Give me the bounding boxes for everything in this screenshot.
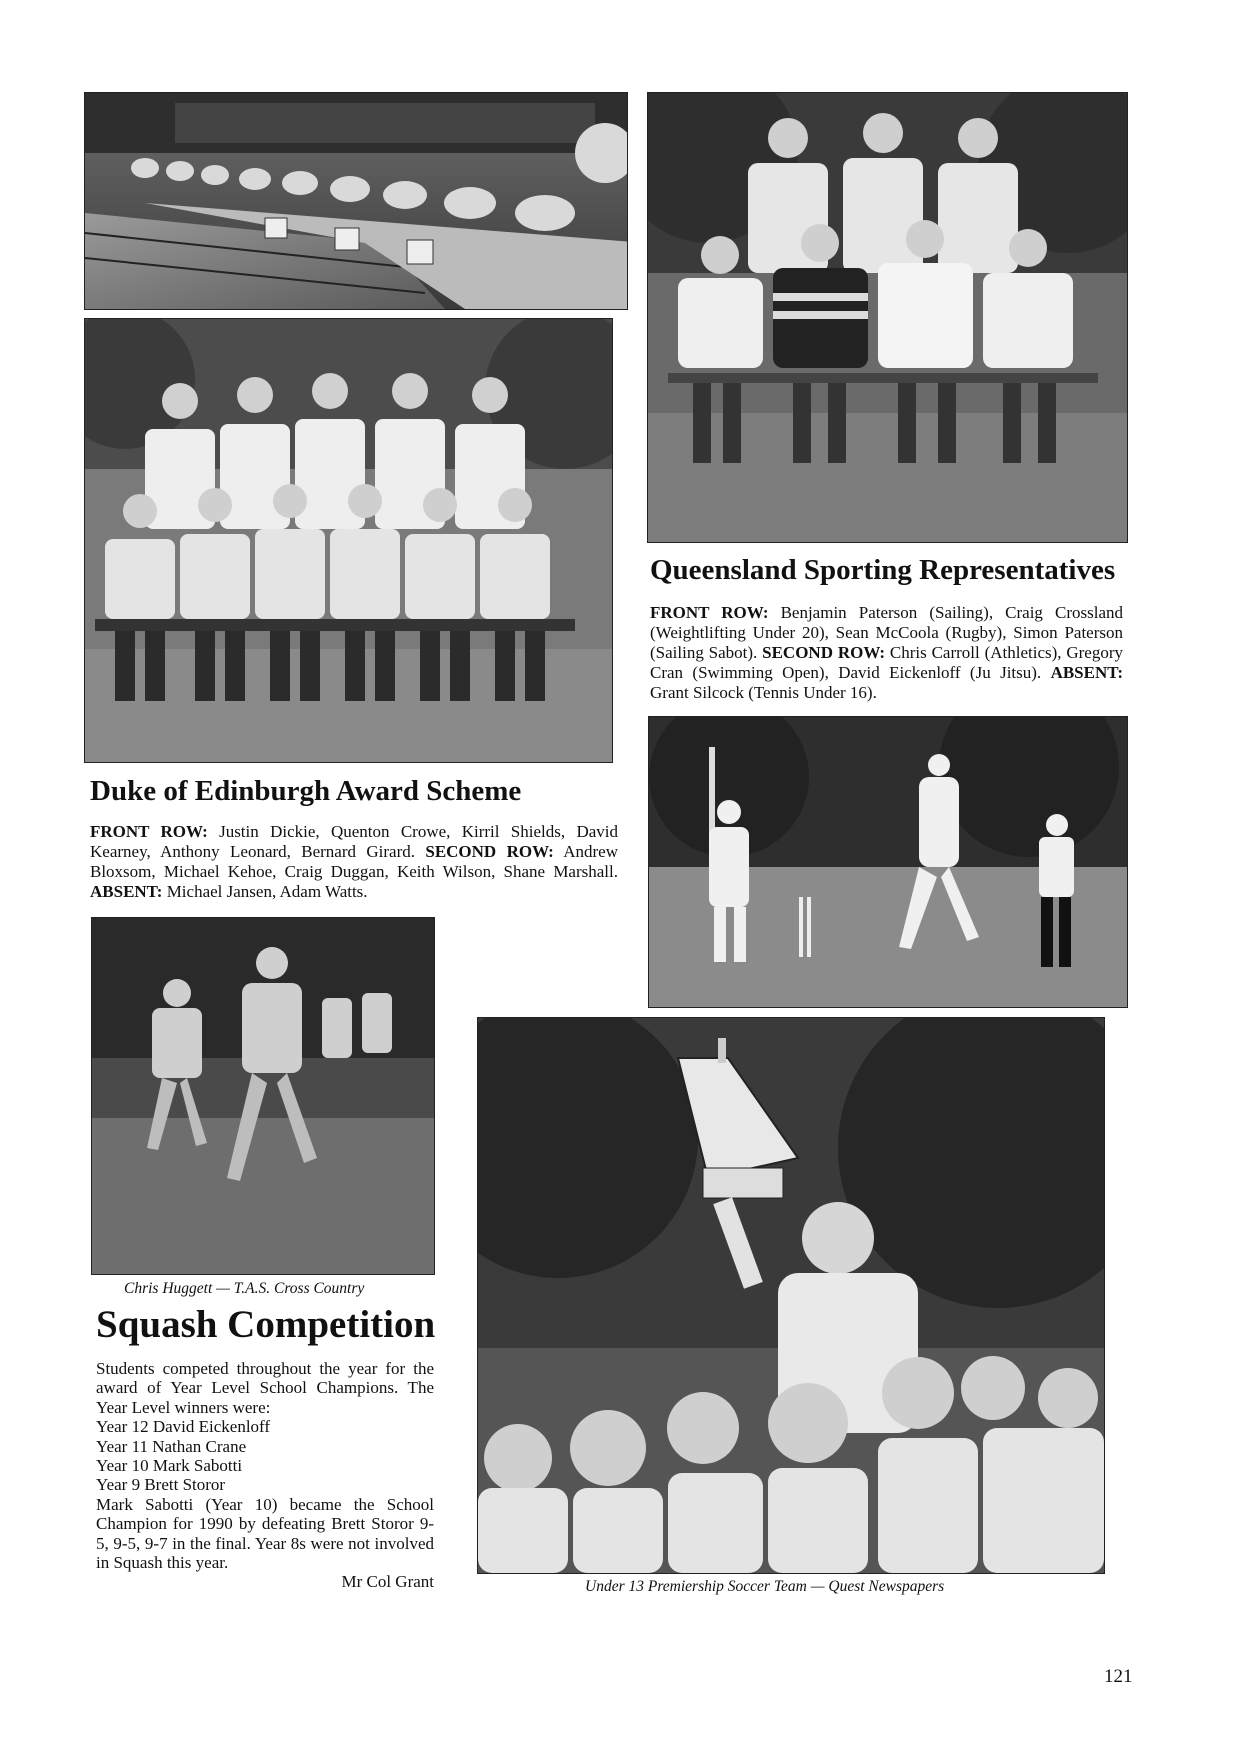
squash-body — [96, 1359, 434, 1592]
duke-heading: Duke of Edinburgh Award Scheme — [90, 775, 522, 807]
soccer-caption: Under 13 Premiership Soccer Team — Quest Newspapers — [585, 1578, 945, 1595]
squash-heading: Squash Competition — [96, 1303, 436, 1346]
qld-absent-text: Grant Silcock (Tennis Under 16). — [650, 683, 877, 702]
duke-absent-text: Michael Jansen, Adam Watts. — [162, 882, 368, 901]
qld-front-text: Benjamin Paterson (Sailing), Craig Crossland (Weightlifting Under 20), Sean McCoola (Rugby), Simon Paterson (Sailing Sabot). — [650, 603, 1124, 662]
qld-absent-label: ABSENT: — [1050, 663, 1123, 682]
qld-front-label: FRONT ROW: — [650, 603, 769, 622]
squash-winner: Year 12 David Eickenloff — [96, 1417, 271, 1437]
qld-second-text: Chris Carroll (Athletics), Gregory Cran (Swimming Open), David Eickenloff (Ju Jitsu). — [650, 643, 1123, 682]
qld-reps-photo — [647, 92, 1128, 543]
duke-second-text: Andrew Bloxsom, Michael Kehoe, Craig Duggan, Keith Wilson, Shane Marshall. — [90, 842, 618, 881]
duke-absent-label: ABSENT: — [90, 882, 163, 901]
cricket-photo — [648, 716, 1128, 1008]
duke-caption — [90, 822, 618, 902]
duke-front-text: Justin Dickie, Quenton Crowe, Kirril Shields, David Kearney, Anthony Leonard, Bernard Girard. — [90, 822, 618, 861]
duke-second-label: SECOND ROW: — [425, 842, 554, 861]
squash-winner: Year 10 Mark Sabotti — [96, 1456, 243, 1476]
qld-heading: Queensland Sporting Representatives — [650, 554, 1116, 586]
qld-caption — [650, 603, 1123, 703]
duke-group-photo — [84, 318, 613, 763]
cross-country-photo — [91, 917, 435, 1275]
swimming-photo — [84, 92, 628, 310]
squash-author: Mr Col Grant — [341, 1572, 434, 1592]
qld-second-label: SECOND ROW: — [762, 643, 886, 662]
squash-winner: Year 9 Brett Storor — [96, 1475, 226, 1495]
squash-intro: Students competed throughout the year for the award of Year Level School Champions. The Year Level winners were: — [96, 1359, 434, 1417]
duke-front-label: FRONT ROW: — [90, 822, 208, 841]
page-number: 121 — [1104, 1666, 1133, 1687]
squash-conclusion: Mark Sabotti (Year 10) became the School Champion for 1990 by defeating Brett Storor 9-5, 9-5, 9-7 in the final. Year 8s were not involved in Squash this year. — [96, 1494, 434, 1573]
cross-country-caption: Chris Huggett — T.A.S. Cross Country — [124, 1280, 365, 1297]
soccer-trophy-photo — [477, 1017, 1105, 1574]
squash-winner: Year 11 Nathan Crane — [96, 1436, 247, 1456]
